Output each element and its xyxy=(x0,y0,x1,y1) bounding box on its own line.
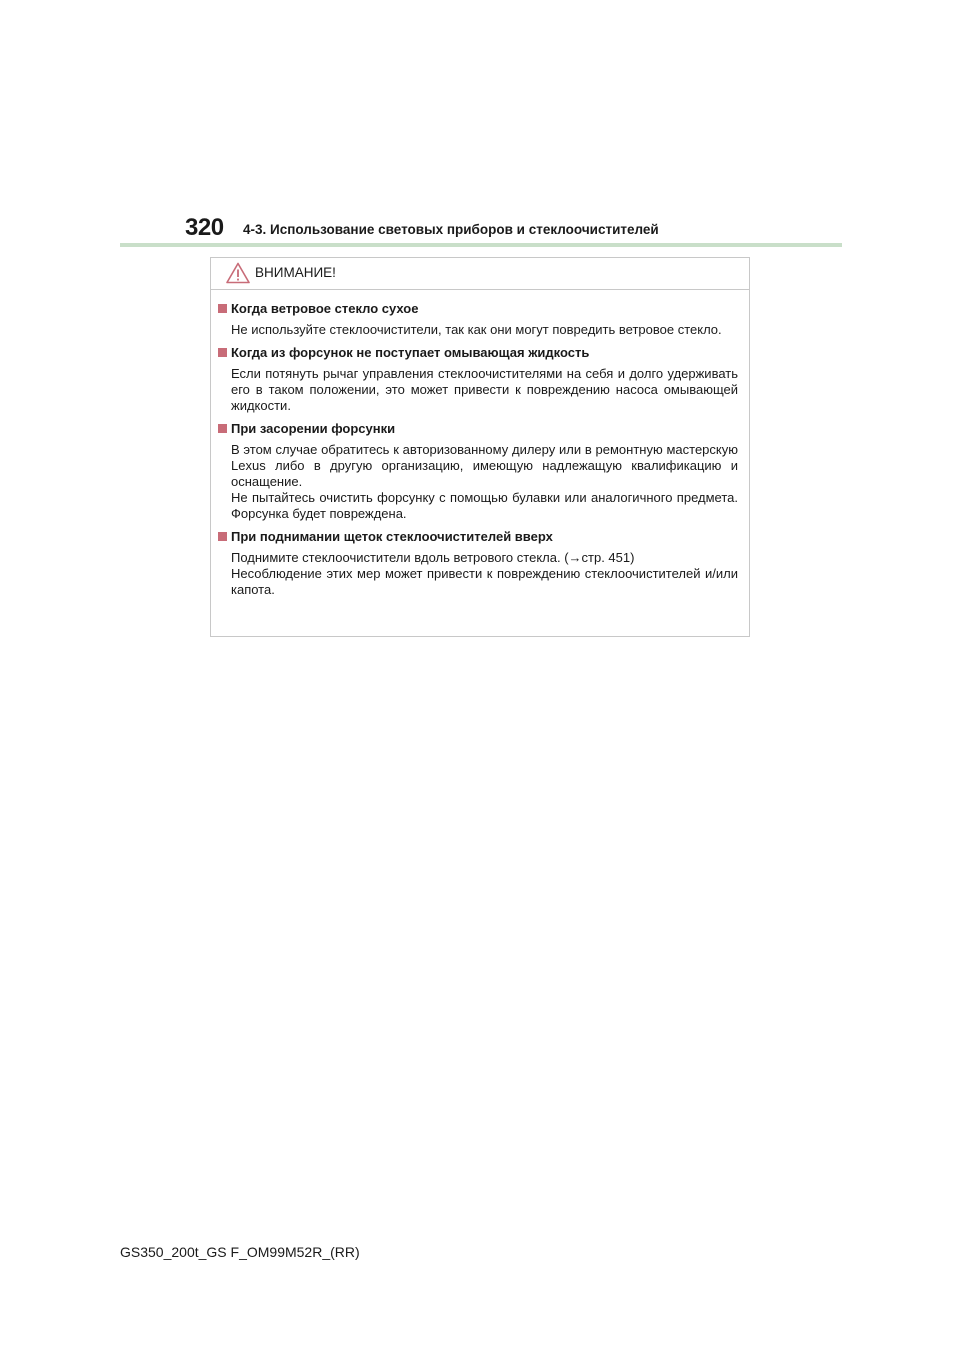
item-paragraph: Не используйте стеклоочистители, так как они могут повредить ветровое стекло. xyxy=(231,322,722,337)
caution-label: ВНИМАНИЕ! xyxy=(255,265,336,280)
caution-header xyxy=(211,258,749,290)
item-paragraph: Поднимите стеклоочистители вдоль ветрового стекла. (→стр. 451) xyxy=(231,550,635,565)
item-title: При поднимании щеток стеклоочистителей вверх xyxy=(231,529,553,544)
caution-item-no-washer-fluid xyxy=(218,344,738,414)
item-title: Когда ветровое стекло сухое xyxy=(231,301,419,316)
square-bullet-icon xyxy=(218,304,227,313)
caution-item-dry-windshield xyxy=(218,300,738,338)
footer-document-code: GS350_200t_GS F_OM99M52R_(RR) xyxy=(120,1244,360,1260)
caution-box xyxy=(210,257,750,637)
item-title: При засорении форсунки xyxy=(231,421,396,436)
warning-triangle-icon xyxy=(226,262,250,284)
item-title: Когда из форсунок не поступает омывающая жидкость xyxy=(231,345,590,360)
item-paragraph: В этом случае обратитесь к авторизованному дилеру или в ремонтную мастерскую Lexus либо в другую организацию, имеющую надлежащую квалификацию и оснащение. xyxy=(231,442,738,489)
caution-item-clogged-nozzle xyxy=(218,420,738,522)
header-rule xyxy=(120,243,842,247)
square-bullet-icon xyxy=(218,532,227,541)
square-bullet-icon xyxy=(218,424,227,433)
section-title: 4-3. Использование световых приборов и стеклоочистителей xyxy=(243,222,659,237)
item-paragraph: Если потянуть рычаг управления стеклоочистителями на себя и долго удерживать его в таком положении, это может привести к повреждению насоса омывающей жидкости. xyxy=(231,366,738,413)
caution-body xyxy=(211,290,749,598)
caution-item-raising-wipers xyxy=(218,528,738,598)
page-number: 320 xyxy=(185,214,224,241)
item-paragraph: Не пытайтесь очистить форсунку с помощью булавки или аналогичного предмета. Форсунка будет повреждена. xyxy=(231,490,738,521)
item-paragraph: Несоблюдение этих мер может привести к повреждению стеклоочистителей и/или капота. xyxy=(231,566,738,597)
square-bullet-icon xyxy=(218,348,227,357)
